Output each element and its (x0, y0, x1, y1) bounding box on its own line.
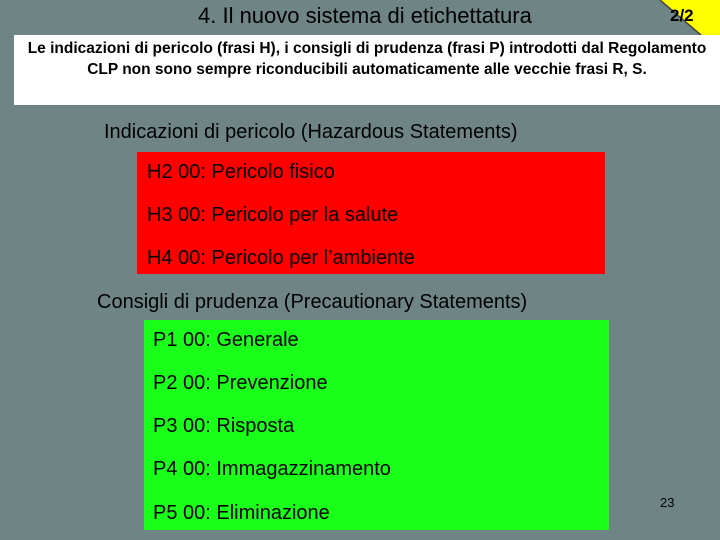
hazard-heading: Indicazioni di pericolo (Hazardous Statements) (104, 121, 518, 143)
hazard-item: H4 00: Pericolo per l’ambiente (147, 247, 415, 269)
page-indicator-badge (612, 0, 720, 36)
precaution-heading: Consigli di prudenza (Precautionary Statements) (97, 291, 528, 313)
badge-shape-icon (612, 0, 720, 36)
precaution-item: P3 00: Risposta (153, 415, 295, 437)
intro-text-box: Le indicazioni di pericolo (frasi H), i consigli di prudenza (frasi P) introdotti dal Regolamento CLP non sono sempre riconducibili automaticamente alle vecchie frasi R, S. (14, 35, 720, 105)
hazard-item: H2 00: Pericolo fisico (147, 161, 335, 183)
precaution-item: P1 00: Generale (153, 329, 299, 351)
hazard-statements-box (137, 152, 605, 274)
precautionary-statements-box (144, 320, 609, 530)
precaution-item: P5 00: Eliminazione (153, 502, 330, 524)
slide-title: 4. Il nuovo sistema di etichettatura (198, 3, 532, 28)
precaution-item: P2 00: Prevenzione (153, 372, 328, 394)
precaution-item: P4 00: Immagazzinamento (153, 458, 391, 480)
hazard-item: H3 00: Pericolo per la salute (147, 204, 399, 226)
page-indicator: 2/2 (670, 6, 694, 25)
slide-number: 23 (660, 495, 675, 510)
